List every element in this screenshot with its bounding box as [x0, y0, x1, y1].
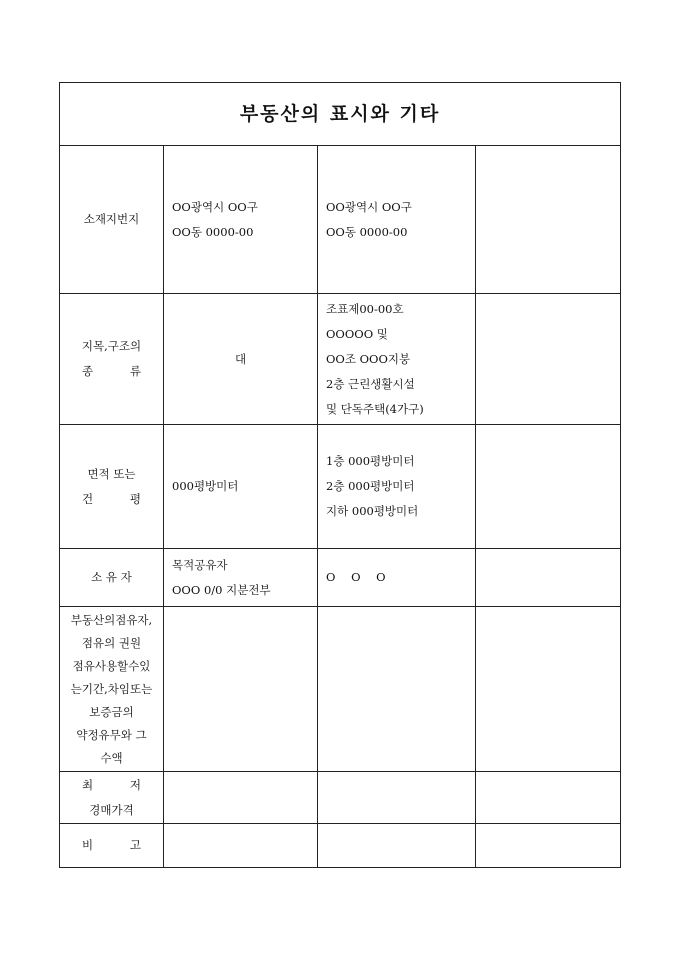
area-col2-line: 지하 000평방미터 — [326, 504, 419, 518]
owner-col1-line: 목적공유자 — [172, 557, 228, 572]
area-col2 — [318, 425, 476, 549]
row-remarks — [60, 824, 621, 868]
label-remarks-char: 비 — [82, 838, 94, 852]
label-remarks — [60, 824, 164, 868]
label-type-char: 류 — [129, 364, 141, 378]
possessor-col2 — [318, 607, 476, 772]
label-min-price-char: 최 — [82, 777, 94, 792]
area-col1: 000평방미터 — [164, 425, 318, 549]
label-location: 소재지번지 — [60, 146, 164, 294]
label-min-price-line1 — [60, 773, 163, 798]
possessor-col1 — [164, 607, 318, 772]
location-col2 — [318, 146, 476, 294]
location-col1-line: OO광역시 OO구 — [172, 199, 258, 214]
location-col2-line: OO동 0000-00 — [326, 224, 408, 239]
label-area — [60, 425, 164, 549]
label-type-char: 종 — [82, 364, 94, 378]
label-type — [60, 294, 164, 425]
label-area-char: 평 — [129, 491, 141, 506]
label-min-price — [60, 772, 164, 824]
label-area-line2 — [60, 487, 163, 512]
type-col2-line: OOOOO 및 — [326, 326, 388, 341]
area-col2-line: 1층 000평방미터 — [326, 454, 415, 468]
location-col1-line: OO동 0000-00 — [172, 224, 254, 239]
label-area-char: 건 — [82, 491, 94, 506]
type-col2-line: OO조 OOO지붕 — [326, 351, 411, 366]
row-min-price — [60, 772, 621, 824]
location-col3 — [476, 146, 621, 294]
label-type-line1: 지목,구조의 — [81, 339, 142, 353]
area-col3 — [476, 425, 621, 549]
remarks-col3 — [476, 824, 621, 868]
label-remarks-char: 고 — [129, 838, 141, 852]
remarks-col2 — [318, 824, 476, 868]
label-type-line2 — [60, 359, 163, 384]
type-col1: 대 — [164, 294, 318, 425]
min-price-col2 — [318, 772, 476, 824]
label-min-price-line2: 경매가격 — [89, 802, 134, 817]
row-area — [60, 425, 621, 549]
remarks-col1 — [164, 824, 318, 868]
label-possessor-line: 점유의 권원 — [81, 635, 142, 650]
location-col2-line: OO광역시 OO구 — [326, 199, 412, 214]
possessor-col3 — [476, 607, 621, 772]
type-col2-line: 조표제00-00호 — [326, 301, 404, 316]
min-price-col3 — [476, 772, 621, 824]
type-col2-line: 및 단독주택(4가구) — [326, 401, 424, 416]
label-owner: 소 유 자 — [60, 549, 164, 607]
property-document — [59, 82, 620, 868]
area-col2-line: 2층 000평방미터 — [326, 479, 415, 493]
owner-col1 — [164, 549, 318, 607]
min-price-col1 — [164, 772, 318, 824]
label-possessor-line: 점유사용할수있 — [72, 658, 151, 673]
owner-col2: O O O — [318, 549, 476, 607]
property-table — [59, 82, 621, 868]
type-col2-line: 2층 근린생활시설 — [326, 376, 415, 391]
row-location — [60, 146, 621, 294]
label-min-price-char: 저 — [129, 777, 141, 792]
row-owner — [60, 549, 621, 607]
label-possessor — [60, 607, 164, 772]
document-title: 부동산의 표시와 기타 — [60, 83, 621, 146]
row-possessor — [60, 607, 621, 772]
label-possessor-line: 약정유무와 그 — [76, 727, 147, 742]
label-possessor-line: 보증금의 — [89, 704, 134, 719]
owner-col3 — [476, 549, 621, 607]
label-possessor-line: 는기간,차임또는 — [70, 681, 153, 696]
label-possessor-line: 부동산의점유자, — [70, 612, 153, 627]
label-remarks-line — [60, 833, 163, 858]
owner-col1-line: OOO 0/0 지분전부 — [172, 582, 271, 597]
type-col3 — [476, 294, 621, 425]
label-possessor-line: 수액 — [100, 750, 123, 765]
label-area-line1: 면적 또는 — [87, 466, 136, 481]
row-type — [60, 294, 621, 425]
location-col1 — [164, 146, 318, 294]
type-col2 — [318, 294, 476, 425]
